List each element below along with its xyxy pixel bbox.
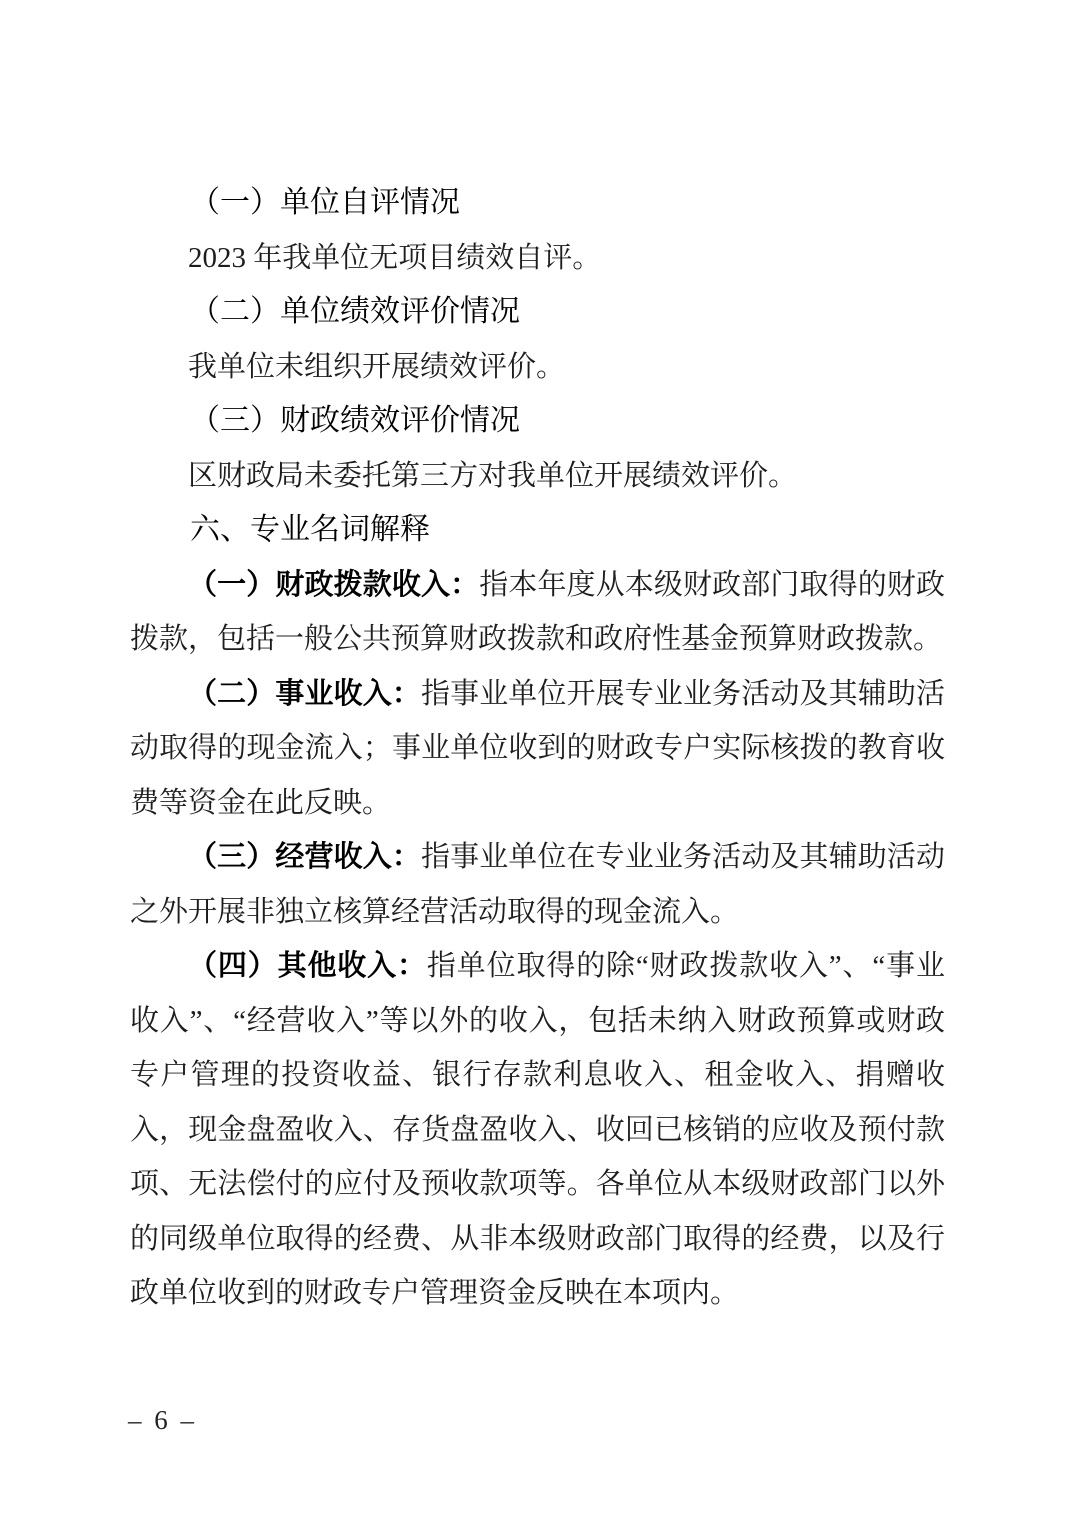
term-definition-business-income: 指事业单位在专业业务活动及其辅助活动之外开展非独立核算经营活动取得的现金流入。 bbox=[130, 841, 945, 928]
term-definition-fiscal-appropriation-income: 指本年度从本级财政部门取得的财政拨款，包括一般公共预算财政拨款和政府性基金预算财政拨款。 bbox=[130, 568, 945, 655]
paragraph-unit-performance-evaluation: 我单位未组织开展绩效评价。 bbox=[188, 350, 566, 383]
term-label-other-income: （四）其他收入： bbox=[188, 950, 427, 982]
term-operating-unit-income bbox=[130, 667, 945, 831]
paragraph-fiscal-performance-evaluation: 区财政局未委托第三方对我单位开展绩效评价。 bbox=[188, 459, 798, 492]
heading-fiscal-performance-evaluation: （三）财政绩效评价情况 bbox=[190, 404, 520, 437]
term-definition-operating-unit-income: 指事业单位开展专业业务活动及其辅助活动取得的现金流入；事业单位收到的财政专户实际核拨的教育收费等资金在此反映。 bbox=[130, 677, 945, 819]
term-fiscal-appropriation-income bbox=[130, 558, 945, 667]
heading-unit-performance-evaluation: （二）单位绩效评价情况 bbox=[190, 295, 520, 328]
term-label-operating-unit-income: （二）事业收入： bbox=[188, 677, 421, 710]
term-business-income bbox=[130, 830, 945, 939]
term-other-income bbox=[130, 939, 945, 1321]
term-label-fiscal-appropriation-income: （一）财政拨款收入： bbox=[188, 568, 480, 601]
paragraph-unit-self-evaluation: 2023 年我单位无项目绩效自评。 bbox=[188, 241, 602, 274]
term-label-business-income: （三）经营收入： bbox=[188, 841, 421, 873]
heading-unit-self-evaluation: （一）单位自评情况 bbox=[190, 186, 460, 219]
document-body bbox=[130, 176, 945, 1321]
page-number: – 6 – bbox=[128, 1405, 197, 1435]
page-footer bbox=[128, 1400, 197, 1440]
heading-terminology: 六、专业名词解释 bbox=[190, 513, 430, 546]
term-definition-other-income: 指单位取得的除“财政拨款收入”、“事业收入”、“经营收入”等以外的收入，包括未纳入财政预算或财政专户管理的投资收益、银行存款利息收入、租金收入、捐赠收入，现金盘盈收入、存货盘盈收入、收回已核销的应收及预付款项、无法偿付的应付及预收款项等。各单位从本级财政部门以外的同级单位取得的经费、从非本级财政部门取得的经费，以及行政单位收到的财政专户管理资金反映在本项内。 bbox=[130, 950, 945, 1309]
